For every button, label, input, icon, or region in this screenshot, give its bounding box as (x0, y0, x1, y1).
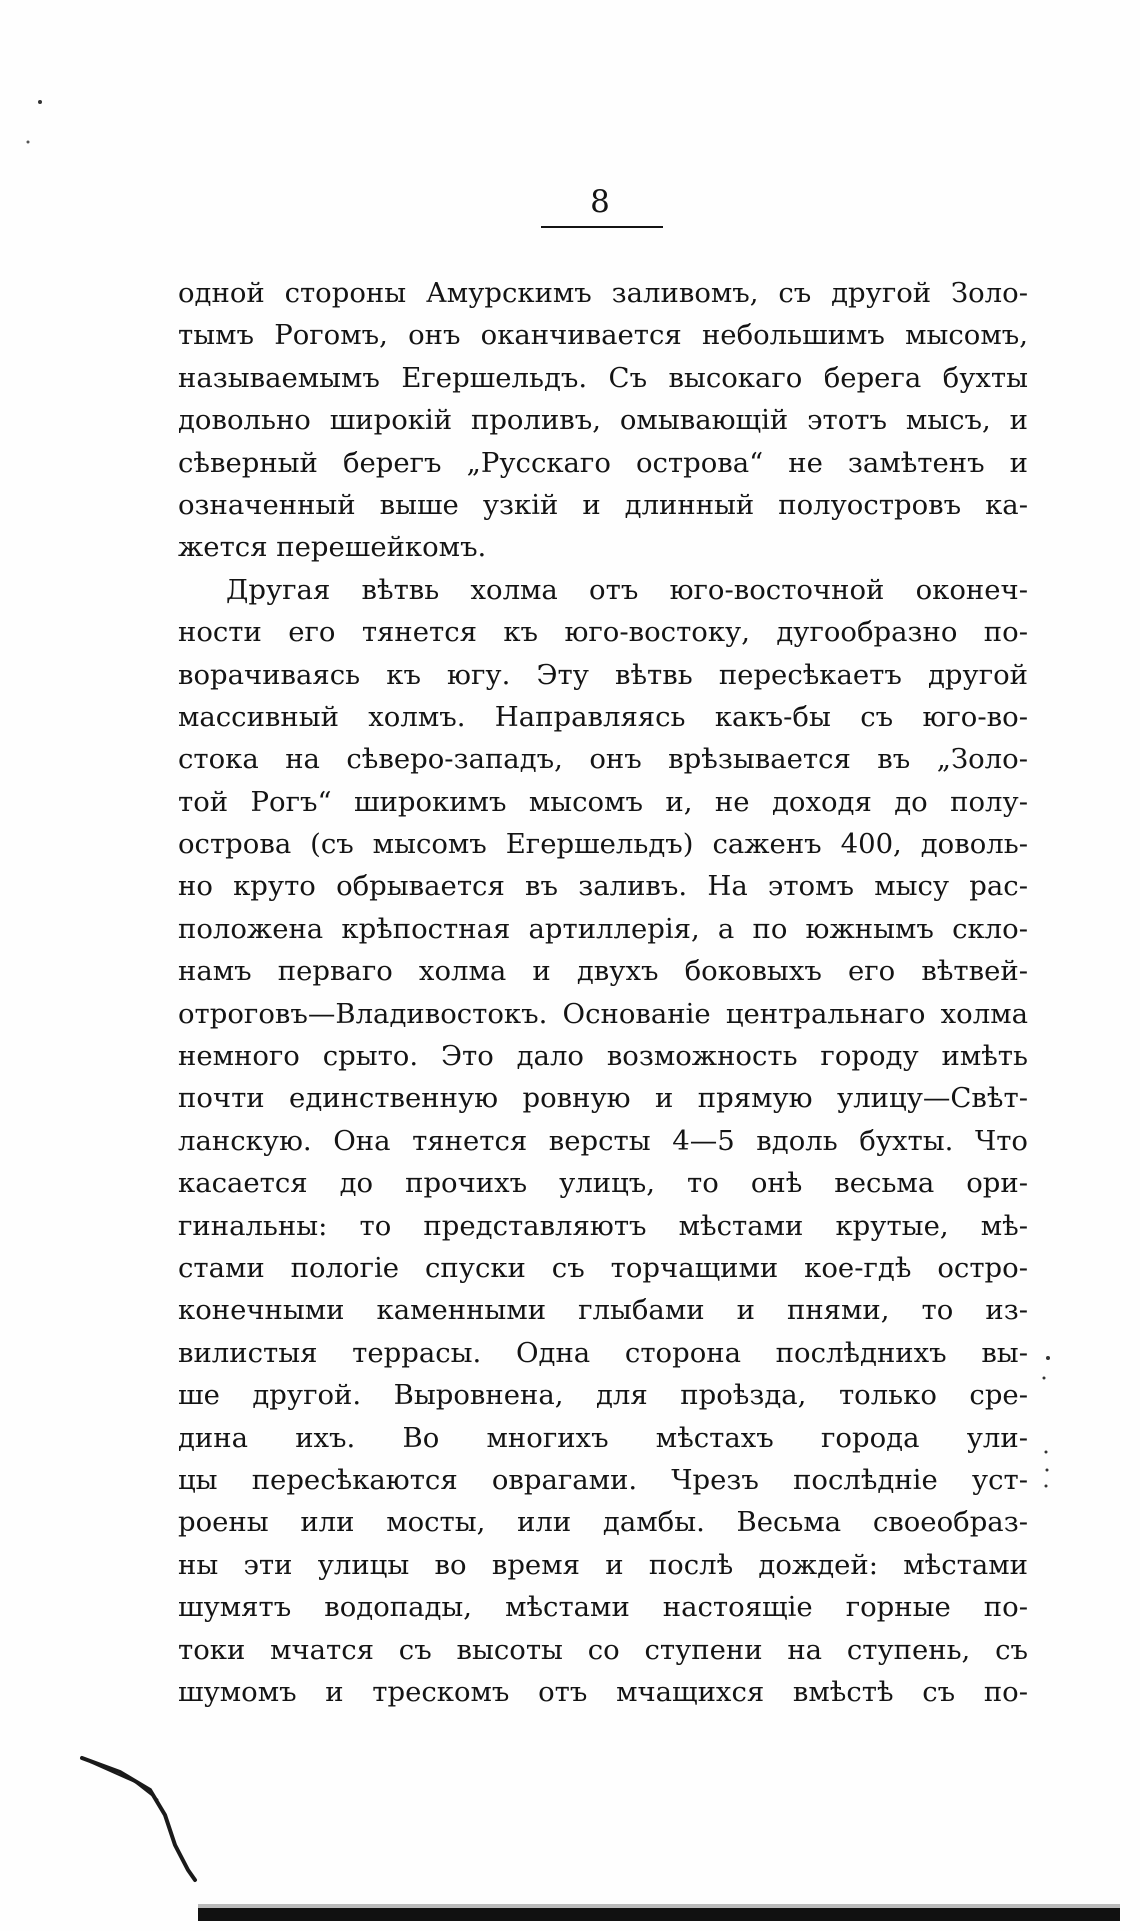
text-line: конечными каменными глыбами и пнями, то из- (178, 1294, 1028, 1327)
text-line: касается до прочихъ улицъ, то онѣ весьма ори- (178, 1167, 1028, 1200)
scan-stroke-diagonal-fine (90, 1762, 158, 1800)
scan-speck (1043, 1377, 1046, 1380)
text-line: отроговъ—Владивостокъ. Основаніе центральнаго холма (178, 997, 1028, 1030)
text-line: означенный выше узкій и длинный полуостровъ ка- (178, 488, 1028, 521)
text-line: положена крѣпостная артиллерія, а по южнымъ скло- (178, 912, 1028, 945)
text-line: почти единственную ровную и прямую улицу—Свѣт- (178, 1082, 1028, 1115)
scan-bottom-edge (198, 1908, 1120, 1921)
page-number: 8 (590, 184, 610, 220)
text-line: жется перешейкомъ. (178, 531, 487, 564)
text-line: ше другой. Выровнена, для проѣзда, только сре- (178, 1379, 1028, 1412)
text-line: Другая вѣтвь холма отъ юго-восточной оконеч- (226, 573, 1028, 606)
text-line: вилистыя террасы. Одна сторона послѣднихъ вы- (178, 1336, 1028, 1369)
text-line: массивный холмъ. Направляясь какъ-бы съ юго-во- (178, 700, 1028, 733)
text-line: дина ихъ. Во многихъ мѣстахъ города ули- (178, 1421, 1028, 1454)
scan-bottom-edge-fade (198, 1904, 1120, 1908)
text-line: ности его тянется къ юго-востоку, дугообразно по- (178, 616, 1028, 649)
scan-speck (1045, 1451, 1048, 1454)
text-line: стами пологіе спуски съ торчащими кое-гдѣ остро- (178, 1251, 1028, 1284)
text-line: немного срыто. Это дало возможность городу имѣть (178, 1040, 1028, 1073)
scan-speck (27, 141, 30, 144)
text-line: сѣверный берегъ „Русскаго острова“ не замѣтенъ и (178, 446, 1028, 479)
text-line: ворачиваясь къ югу. Эту вѣтвь пересѣкаетъ другой (178, 658, 1028, 691)
scan-speck (1046, 1356, 1050, 1360)
text-line: роены или мосты, или дамбы. Весьма своеобраз- (178, 1506, 1028, 1539)
text-line: ланскую. Она тянется версты 4—5 вдоль бухты. Что (178, 1124, 1028, 1157)
text-line: намъ перваго холма и двухъ боковыхъ его вѣтвей- (178, 955, 1028, 988)
text-line: ны эти улицы во время и послѣ дождей: мѣстами (178, 1548, 1028, 1581)
text-line: шумомъ и трескомъ отъ мчащихся вмѣстѣ съ по- (178, 1675, 1028, 1708)
text-line: довольно широкій проливъ, омывающій этотъ мысъ, и (178, 404, 1028, 437)
text-line: стока на сѣверо-западъ, онъ врѣзывается въ „Золо- (178, 743, 1028, 776)
text-line: тымъ Рогомъ, онъ оканчивается небольшимъ мысомъ, (178, 319, 1028, 352)
text-line: но круто обрывается въ заливъ. На этомъ мысу рас- (178, 870, 1028, 903)
scan-speck (1046, 1469, 1049, 1472)
text-line: гинальны: то представляютъ мѣстами крутые, мѣ- (178, 1209, 1028, 1242)
text-line: одной стороны Амурскимъ заливомъ, съ другой Золо- (178, 277, 1028, 309)
scan-stroke-diagonal (82, 1758, 195, 1880)
text-line: шумятъ водопады, мѣстами настоящіе горные по- (178, 1591, 1028, 1624)
text-line: токи мчатся съ высоты со ступени на ступень, съ (178, 1633, 1028, 1666)
scan-speck (1045, 1485, 1048, 1488)
text-line: той Рогъ“ широкимъ мысомъ и, не доходя до полу- (178, 785, 1028, 818)
text-line: острова (съ мысомъ Егершельдъ) саженъ 400, доволь- (178, 828, 1028, 861)
text-line: называемымъ Егершельдъ. Съ высокаго берега бухты (178, 361, 1028, 394)
scan-speck (38, 100, 42, 104)
text-line: цы пересѣкаются оврагами. Чрезъ послѣдніе уст- (178, 1463, 1028, 1496)
